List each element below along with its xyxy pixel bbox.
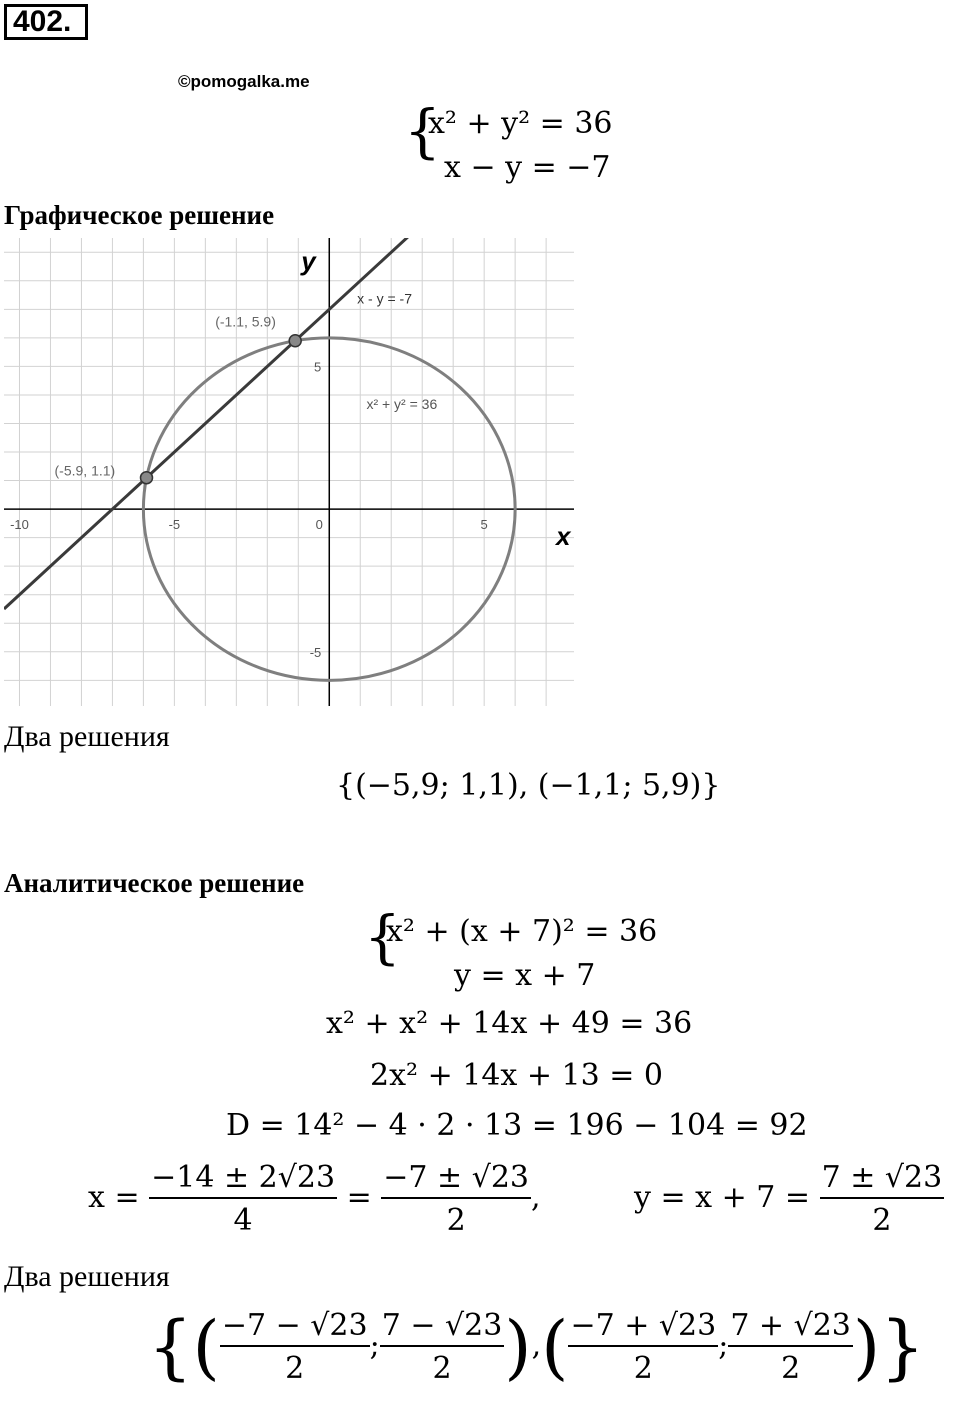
answer-p1y [380, 1308, 505, 1386]
semicolon: ; [718, 1328, 729, 1363]
intersection-point [141, 472, 153, 484]
line-label: x - y = -7 [357, 290, 413, 307]
discriminant: D = 14² − 4 · 2 · 13 = 196 − 104 = 92 [226, 1108, 808, 1143]
analytic-answer [148, 1308, 925, 1386]
answer-p2y-den: 2 [781, 1351, 801, 1386]
answer-p1y-den: 2 [432, 1351, 452, 1386]
answer-p2y [728, 1308, 853, 1386]
comma: , [531, 1328, 542, 1363]
x-num-1: −14 ± 2√23 [149, 1160, 337, 1199]
point-label: (-1.1, 5.9) [215, 313, 276, 330]
curves [4, 238, 574, 680]
graph [4, 238, 574, 706]
comma: , [531, 1180, 541, 1215]
y-lhs: y = x + 7 = [634, 1180, 811, 1215]
analytic-step1: x² + x² + 14x + 49 = 36 [326, 1006, 693, 1041]
point-label: (-5.9, 1.1) [54, 462, 116, 479]
equals-sign: = [346, 1180, 372, 1215]
watermark: ©pomogalka.me [178, 72, 310, 91]
x-lhs: x = [88, 1180, 140, 1215]
answer-p2x-den: 2 [633, 1351, 653, 1386]
analytic-heading: Аналитическое решение [4, 868, 305, 898]
y-tick-label: -5 [309, 644, 322, 660]
analytic-answer-label: Два решения [4, 1260, 170, 1293]
y-tick-label: 5 [314, 359, 322, 375]
paren-open-1: ( [192, 1306, 220, 1388]
analytic-sys1: x² + (x + 7)² = 36 [386, 914, 658, 949]
analytic-brace: { [364, 903, 401, 971]
analytic-sys2: y = x + 7 [454, 958, 596, 993]
system-eq2: x − y = −7 [444, 150, 611, 185]
circle-label: x² + y² = 36 [366, 396, 438, 413]
paren-close-2: ) [852, 1306, 881, 1388]
x-num-2: −7 ± √23 [381, 1160, 531, 1199]
x-axis-label: x [556, 521, 571, 552]
y-num: 7 ± √23 [820, 1160, 945, 1199]
answer-p1x [220, 1308, 370, 1386]
system-brace: { [404, 97, 441, 165]
intersection-point [289, 335, 301, 347]
x-tick-label: -10 [10, 517, 29, 533]
graphical-answer-label: Два решения [4, 720, 170, 753]
x-fraction-1 [149, 1160, 337, 1238]
x-fraction-2 [381, 1160, 531, 1238]
answer-p1y-num: 7 − √23 [380, 1308, 505, 1347]
y-axis-label: y [301, 246, 316, 276]
system-eq1: x² + y² = 36 [428, 106, 613, 141]
x-den-1: 4 [233, 1203, 253, 1238]
answer-p1x-num: −7 − √23 [220, 1308, 370, 1347]
x-tick-label: 0 [315, 517, 323, 533]
paren-close-1: ) [504, 1306, 532, 1388]
x-tick-label: 5 [480, 517, 488, 533]
paren-open-2: ( [541, 1306, 569, 1388]
semicolon: ; [369, 1328, 380, 1363]
problem-number: 402. [4, 4, 88, 40]
graphical-answer: {(−5,9; 1,1), (−1,1; 5,9)} [336, 768, 721, 803]
roots-line [88, 1160, 541, 1238]
graphical-heading: Графическое решение [4, 200, 275, 230]
analytic-step2: 2x² + 14x + 13 = 0 [370, 1058, 664, 1093]
answer-p2x [568, 1308, 718, 1386]
x-tick-label: -5 [168, 517, 181, 533]
y-fraction [820, 1160, 945, 1238]
x-den-2: 2 [446, 1203, 466, 1238]
set-close-brace: } [880, 1306, 925, 1388]
y-line [634, 1160, 944, 1238]
answer-p2y-num: 7 + √23 [728, 1308, 853, 1347]
answer-p1x-den: 2 [285, 1351, 305, 1386]
y-den: 2 [872, 1203, 892, 1238]
set-open-brace: { [148, 1306, 193, 1388]
answer-p2x-num: −7 + √23 [568, 1308, 718, 1347]
